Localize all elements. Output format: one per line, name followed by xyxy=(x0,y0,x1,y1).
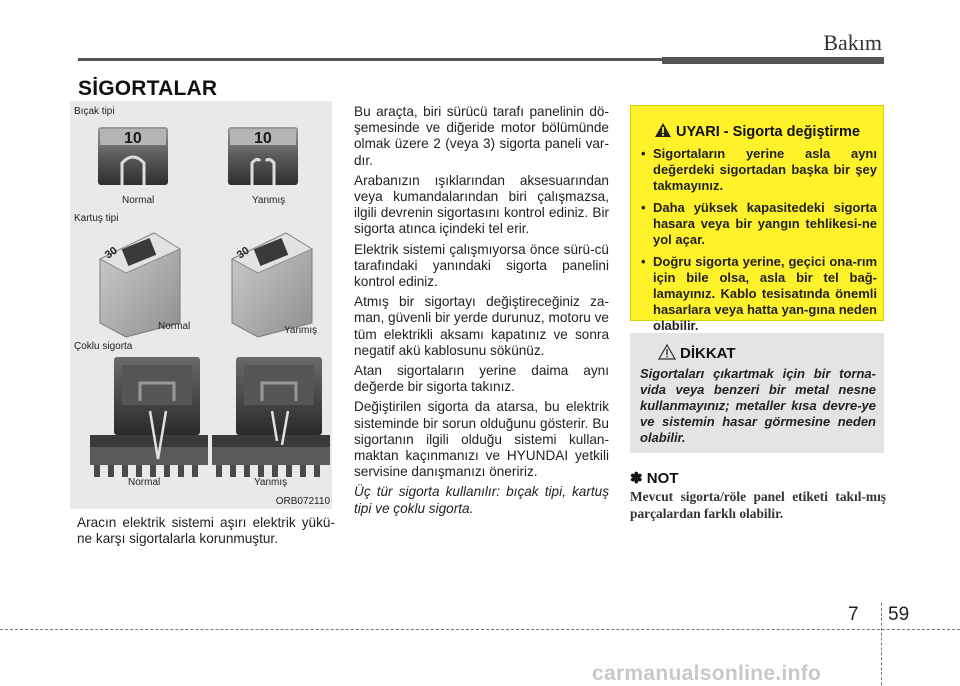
watermark: carmanualsonline.info xyxy=(592,662,822,685)
note-heading xyxy=(630,469,678,487)
warning-list xyxy=(639,146,877,340)
note-heading-text: NOT xyxy=(646,470,679,487)
footer-divider xyxy=(881,603,882,685)
cartridge-blown-rating: 30 xyxy=(234,244,252,262)
paragraph: Arabanızın ışıklarından aksesuarından veya kumandalarından biri çalışmazsa, ilgili devrenin sigortasını kontrol ediniz. Bir sigorta atınca içindeki tel erir. xyxy=(354,172,609,237)
paragraph: Değiştirilen sigorta da atarsa, bu elektrik sisteminde bir sorun olduğunu gösterir. Bu sigortanın ilgili olduğu sistemi kullan-maktan kaçınmanızı ve HYUNDAI yetkili servisine danışmanızı öneririz. xyxy=(354,399,609,480)
paragraph: Atmış bir sigortayı değiştireceğiniz za-man, güvenli bir yerde durunuz, motoru ve tüm elektrikli aksamı kapatınız ve sonra negatif akü kablosunu sökünüz. xyxy=(354,294,609,358)
chapter-title: Bakım xyxy=(823,30,882,55)
warning-title-text: UYARI - Sigorta değiştirme xyxy=(676,124,860,140)
caution-title-text: DİKKAT xyxy=(680,345,736,362)
multi-fuse-blown xyxy=(212,357,330,477)
note-star-icon: ✽ xyxy=(630,470,643,487)
warning-box xyxy=(630,105,884,333)
section-title: SİGORTALAR xyxy=(78,77,218,100)
paragraph: Elektrik sistemi çalışmıyorsa önce sürü-cü tarafındaki yanındaki sigorta panelini kontrol ediniz. xyxy=(354,241,609,290)
note-text: Mevcut sigorta/röle panel etiketi takıl-mış parçalardan farklı olabilir. xyxy=(630,489,886,521)
paragraph: Atan sigortaların yerine daima aynı değerde bir sigorta takınız. xyxy=(354,363,609,395)
figure-code: ORB072110 xyxy=(275,496,330,507)
warning-icon xyxy=(654,122,672,138)
fuse-figure xyxy=(70,101,332,509)
multi-normal-caption: Normal xyxy=(128,477,161,488)
blade-fuse-normal-rating: 10 xyxy=(124,130,142,147)
multi-fuse-normal xyxy=(90,357,208,477)
blade-fuse-blown-rating: 10 xyxy=(254,130,272,147)
blade-normal-caption: Normal xyxy=(122,195,155,206)
blade-type-label: Bıçak tipi xyxy=(74,106,115,117)
caution-icon xyxy=(658,344,676,360)
cartridge-normal-caption: Normal xyxy=(158,321,191,332)
fuse-illustration xyxy=(70,101,332,509)
cartridge-blown-caption: Yanmış xyxy=(284,325,318,336)
warning-item: • Sigortaların yerine asla aynı değerdeki sigortadan başka bir şey takmayınız. xyxy=(639,146,877,194)
caution-title xyxy=(658,344,736,362)
multi-blown-caption: Yanmış xyxy=(254,477,288,488)
header-rule xyxy=(78,58,662,61)
footer-line xyxy=(0,629,960,630)
warning-title xyxy=(631,122,883,140)
cartridge-normal-rating: 30 xyxy=(102,244,120,262)
cartridge-type-label: Kartuş tipi xyxy=(74,213,119,224)
warning-item: • Doğru sigorta yerine, geçici ona-rım için bile olsa, asla bir tel bağ-lamayınız. Kablo tesisatında önemli hasarlara veya hatta yan-gına neden olabilir. xyxy=(639,254,877,334)
multi-fuse-label: Çoklu sigorta xyxy=(74,341,133,352)
caution-text: Sigortaları çıkartmak için bir torna-vida veya benzeri bir metal nesne kullanmayınız; metaller kısa devre-ye ve sistemin hasar görmesine neden olabilir. xyxy=(640,366,876,445)
warning-item: • Daha yüksek kapasitedeki sigorta hasara veya bir yangın tehlikesi-ne yol açar. xyxy=(639,200,877,248)
figure-caption-text: Aracın elektrik sistemi aşırı elektrik yükü-ne karşı sigortalarla korunmuştur. xyxy=(77,515,335,547)
caution-box xyxy=(630,333,884,453)
chapter-number: 7 xyxy=(848,604,859,625)
paragraph: Bu araçta, biri sürücü tarafı panelinin dö-şemesinde ve diğeride motor bölümünde olmak üzere 2 (veya 3) sigorta paneli var-dır. xyxy=(354,104,609,168)
blade-blown-caption: Yanmış xyxy=(252,195,286,206)
page-number: 59 xyxy=(888,604,910,625)
header-bar xyxy=(662,57,884,64)
fuse-types-note: Üç tür sigorta kullanılır: bıçak tipi, kartuş tipi ve çoklu sigorta. xyxy=(354,484,609,516)
main-column xyxy=(354,104,609,521)
